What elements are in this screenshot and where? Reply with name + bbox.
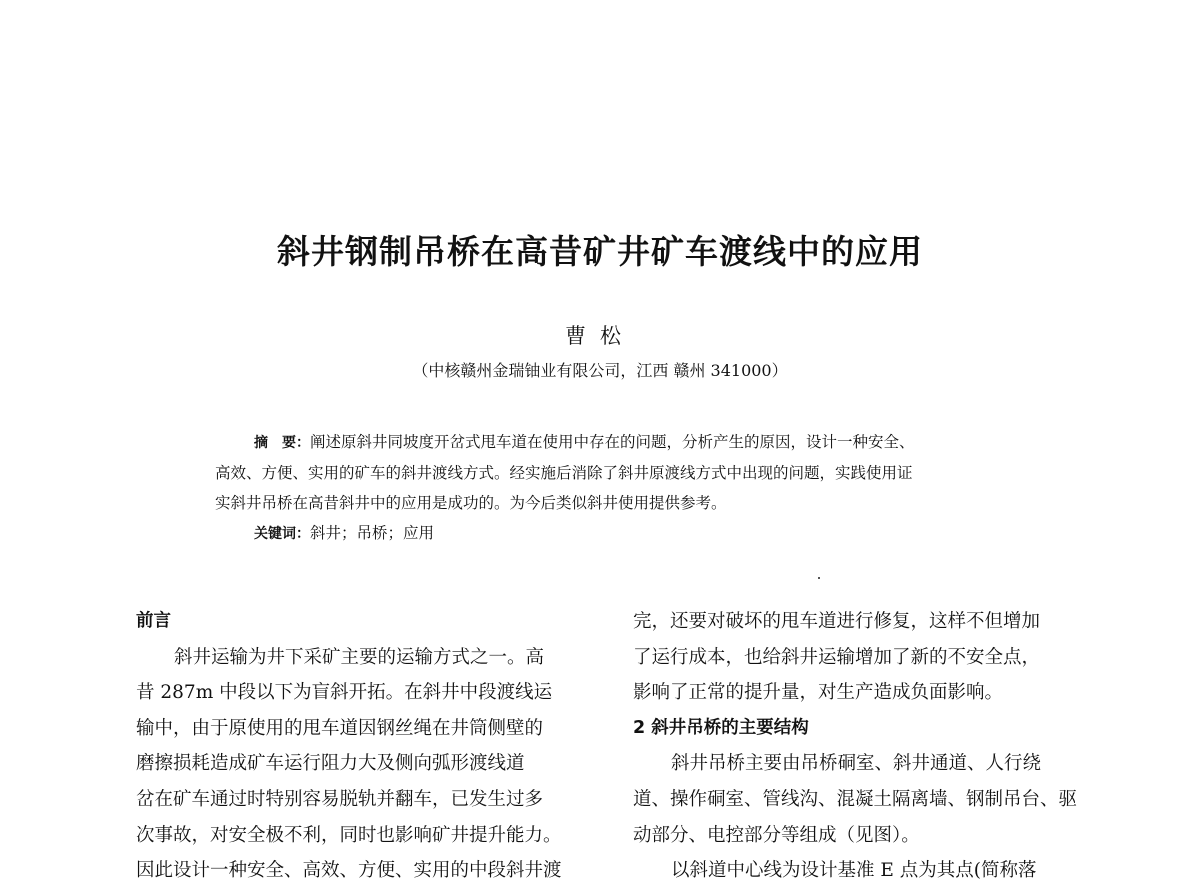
body-line: 因此设计一种安全、高效、方便、实用的中段斜井渡	[136, 860, 562, 882]
body-line: 以斜道中心线为设计基准 E 点为其点(简称落	[671, 860, 1037, 882]
body-line: 斜井运输为井下采矿主要的运输方式之一。高	[174, 646, 545, 668]
body-line: 道、操作硐室、管线沟、混凝土隔离墙、钢制吊台、驱	[633, 788, 1078, 810]
body-line: 了运行成本，也给斜井运输增加了新的不安全点，	[633, 646, 1041, 668]
keywords-label: 关键词：	[254, 526, 310, 542]
body-line: 斜井吊桥主要由吊桥硐室、斜井通道、人行绕	[671, 753, 1042, 775]
keywords-text: 斜井；吊桥；应用	[310, 524, 435, 542]
abstract-text-1: 阐述原斜井同坡度开岔式甩车道在使用中存在的问题，分析产生的原因，设计一种安全、	[310, 433, 915, 451]
body-line: 岔在矿车通过时特别容易脱轨并翻车，已发生过多	[136, 788, 544, 810]
body-line: 输中，由于原使用的甩车道因钢丝绳在井筒侧壁的	[136, 717, 544, 739]
author-name: 曹松	[565, 324, 635, 348]
body-line: 影响了正常的提升量，对生产造成负面影响。	[633, 682, 1004, 704]
left-column	[136, 604, 596, 889]
body-line: 完，还要对破坏的甩车道进行修复，这样不但增加	[633, 611, 1041, 632]
body-line: 磨擦损耗造成矿车运行阻力大及侧向弧形渡线道	[136, 753, 525, 775]
body-line: 次事故，对安全极不利，同时也影响矿井提升能力。	[136, 824, 562, 846]
keywords-line	[215, 518, 1027, 549]
section-heading-preface: 前言	[136, 611, 171, 631]
author-affiliation: （中核赣州金瑞铀业有限公司，江西 赣州 341000）	[412, 361, 788, 380]
right-column	[633, 604, 1093, 889]
body-line: 昔 287m 中段以下为盲斜开拓。在斜井中段渡线运	[136, 682, 553, 704]
abstract-block	[215, 427, 1027, 549]
body-line: 动部分、电控部分等组成（见图）。	[633, 824, 920, 846]
abstract-line	[215, 427, 1027, 458]
section-heading-structure: 2 斜井吊桥的主要结构	[633, 717, 809, 738]
stray-dot	[818, 577, 820, 579]
abstract-text-3: 实斜井吊桥在高昔斜井中的应用是成功的。为今后类似斜井使用提供参考。	[215, 494, 727, 512]
abstract-text-2: 高效、方便、实用的矿车的斜井渡线方式。经实施后消除了斜井原渡线方式中出现的问题，实践使用证	[215, 464, 913, 482]
abstract-label: 摘 要：	[254, 435, 310, 451]
paper-title: 斜井钢制吊桥在高昔矿井矿车渡线中的应用	[277, 232, 923, 271]
